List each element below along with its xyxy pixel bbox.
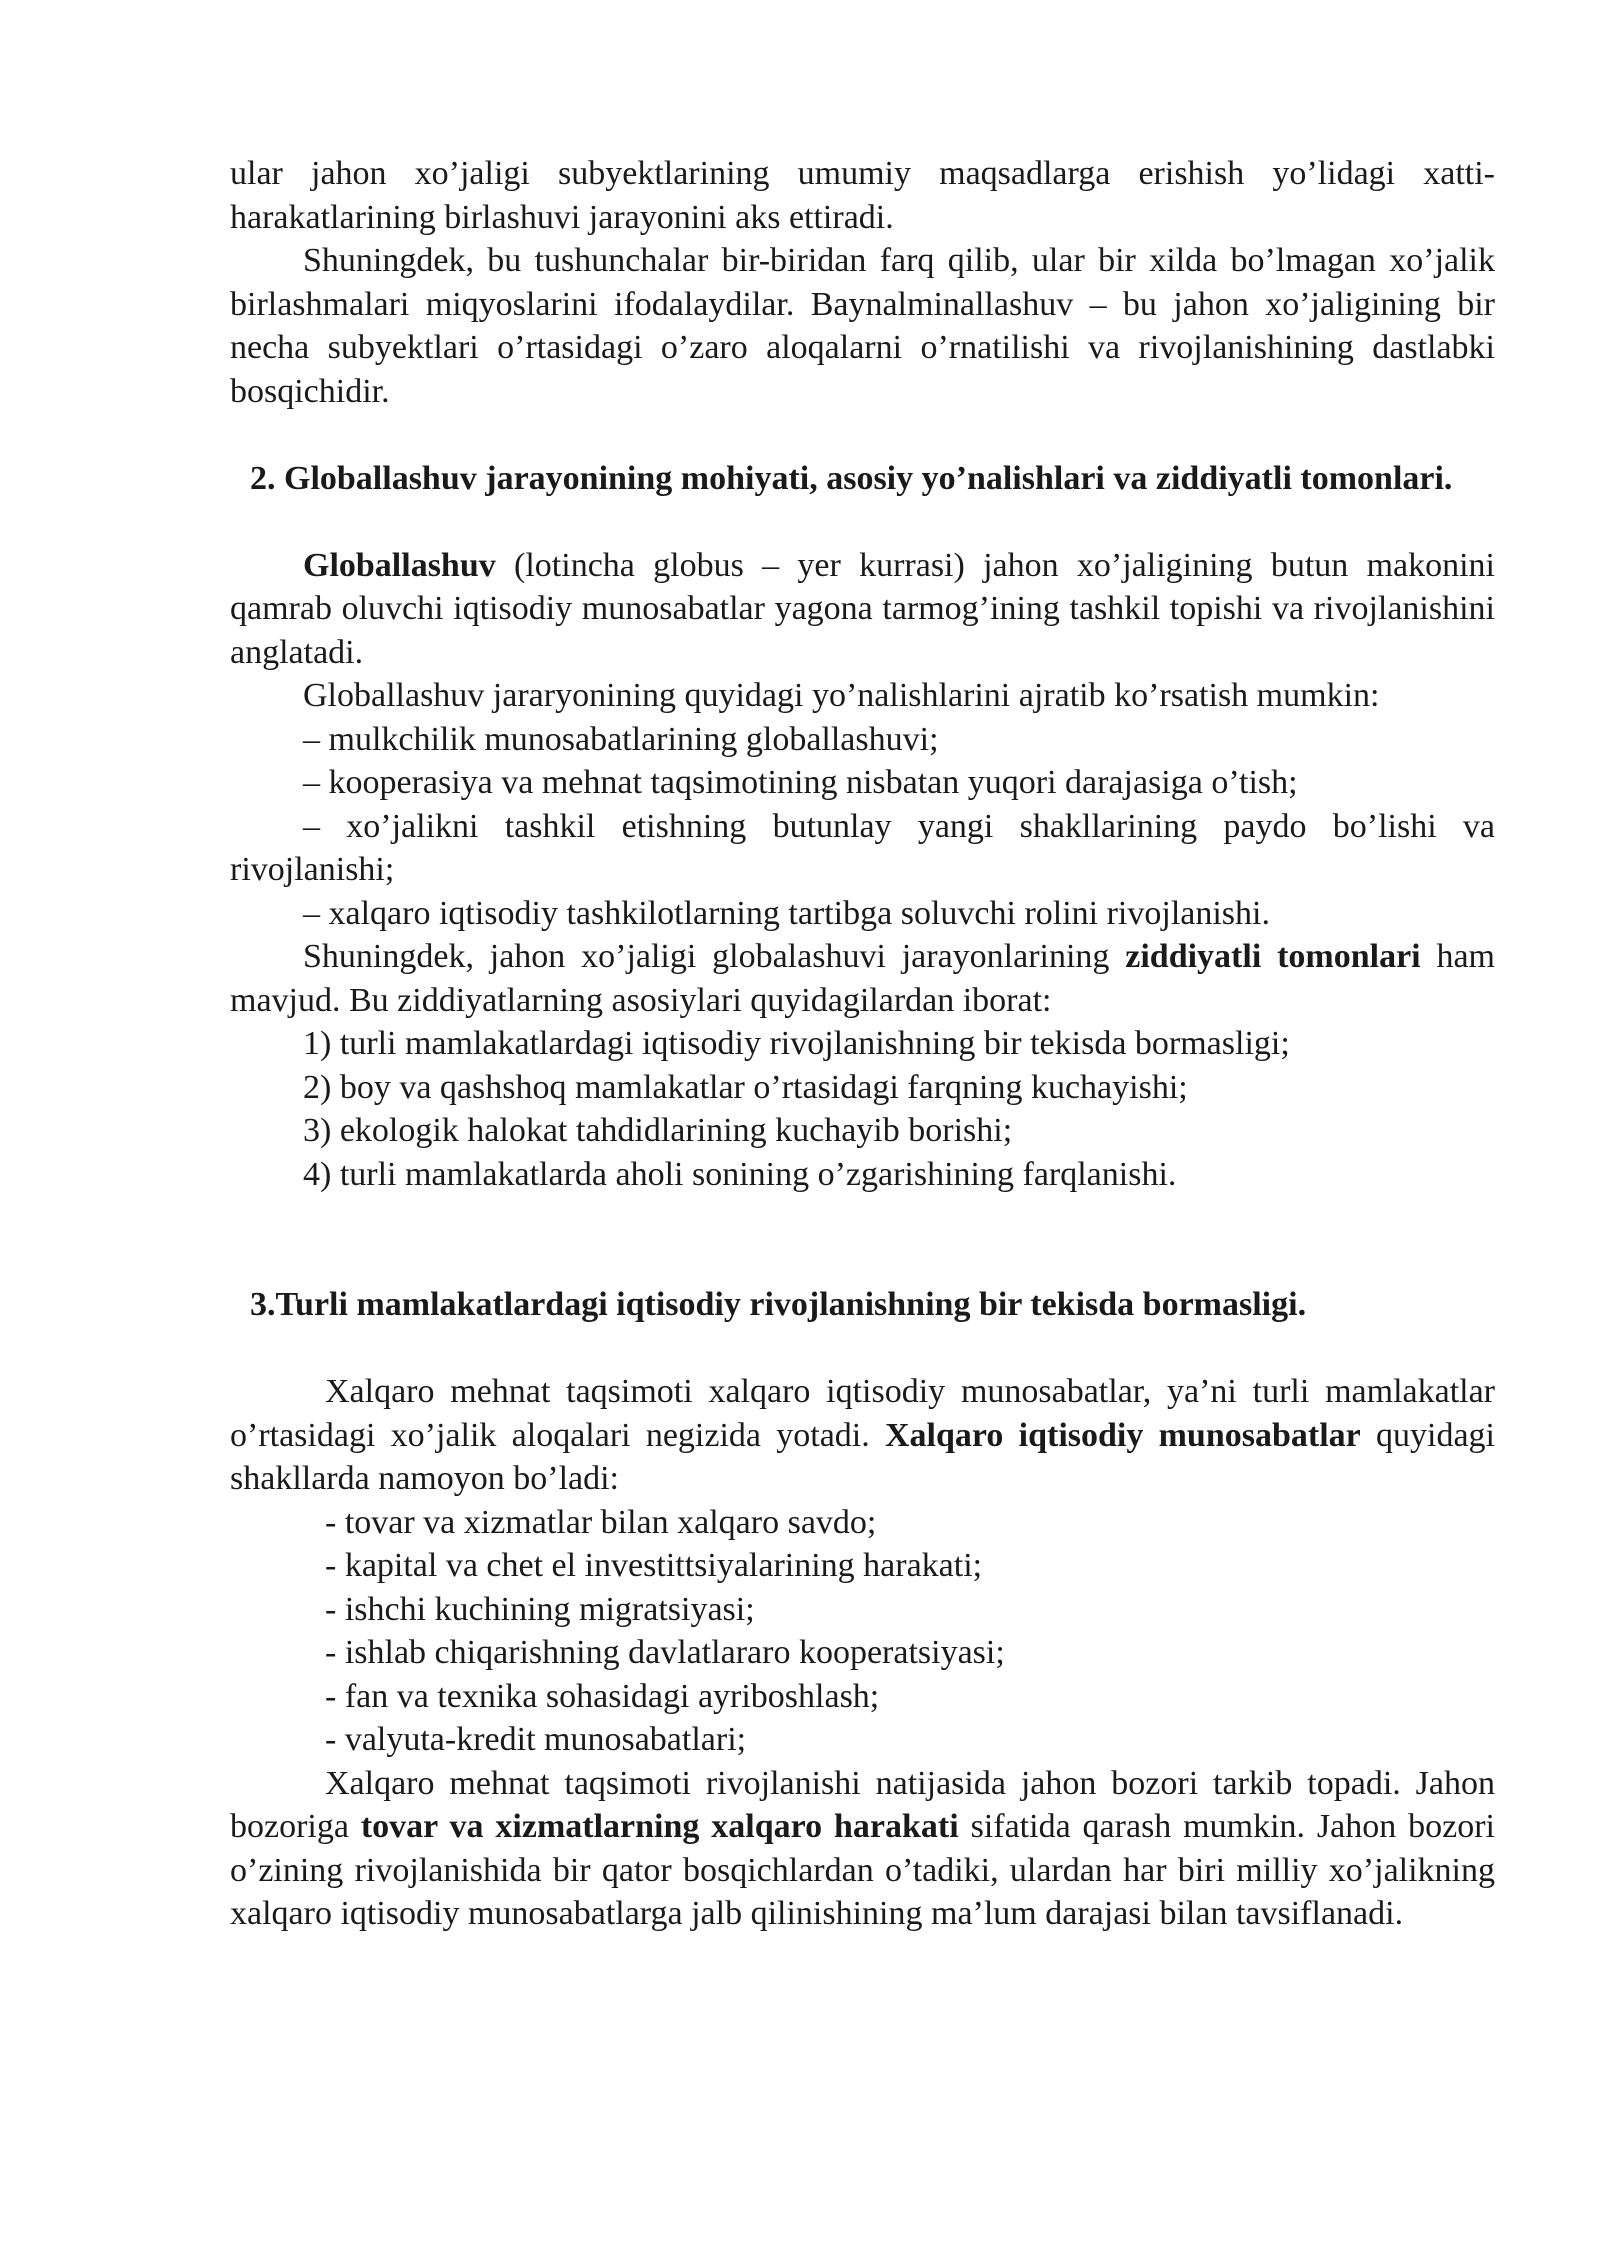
section-heading-2: 2. Globallashuv jarayonining mohiyati, asosiy yo’nalishlari va ziddiyatli tomonlari. bbox=[250, 459, 1453, 497]
list-item-contradiction: 1) turli mamlakatlardagi iqtisodiy rivojlanishning bir tekisda bormasligi; bbox=[303, 1025, 1290, 1062]
paragraph-intro-continuation: ular jahon xo’jaligi subyektlarining umumiy maqsadlarga erishish yo’lidagi xatti-harakatlarining birlashuvi jarayonini aks ettiradi. bbox=[230, 155, 1495, 236]
list-item-direction: – mulkchilik munosabatlarining globallashuvi; bbox=[303, 720, 939, 758]
paragraph-world-market: Xalqaro mehnat taqsimoti rivojlanishi natijasida jahon bozori tarkib topadi. Jahon bozoriga tovar va xizmatlarning xalqaro harakati sifatida qarash mumkin. Jahon bozori o’zining rivojlanishida bir qator bosqichlardan o’tadiki, ulardan har biri milliy xo’jalikning xalqaro iqtisodiy munosabatlarga jalb qilinishining ma’lum darajasi bilan tavsiflanadi. bbox=[230, 1764, 1495, 1932]
list-item-form: - fan va texnika sohasidagi ayriboshlash; bbox=[325, 1677, 880, 1715]
list-item-contradiction: 4) turli mamlakatlarda aholi sonining o’zgarishining farqlanishi. bbox=[303, 1155, 1177, 1193]
spacer bbox=[230, 500, 1495, 544]
list-item-form: - kapital va chet el investittsiyalarining harakati; bbox=[325, 1547, 983, 1584]
list-item-direction: – xalqaro iqtisodiy tashkilotlarning tartibga soluvchi rolini rivojlanishi. bbox=[303, 894, 1270, 932]
spacer bbox=[230, 413, 1495, 457]
paragraph-international-division-of-labor: Xalqaro mehnat taqsimoti xalqaro iqtisodiy munosabatlar, ya’ni turli mamlakatlar o’rtasidagi xo’jalik aloqalari negizida yotadi. Xalqaro iqtisodiy munosabatlar quyidagi shakllarda namoyon bo’ladi: bbox=[230, 1373, 1495, 1497]
section-heading-3: 3.Turli mamlakatlardagi iqtisodiy rivojlanishning bir tekisda bormasligi. bbox=[250, 1286, 1307, 1323]
term-xalqaro-iqtisodiy-munosabatlar: Xalqaro iqtisodiy munosabatlar bbox=[885, 1416, 1361, 1454]
paragraph-internationalization: Shuningdek, bu tushunchalar bir-biridan farq qilib, ular bir xilda bo’lmagan xo’jalik birlashmalari miqyoslarini ifodalaydilar. Baynalminallashuv – bu jahon xo’jaligining bir necha subyektlari o’rtasidagi o’zaro aloqalarni o’rnatilishi va rivojlanishining dastlabki bosqichidir. bbox=[230, 242, 1495, 410]
list-item-contradiction: 3) ekologik halokat tahdidlarining kuchayib borishi; bbox=[303, 1112, 1013, 1149]
term-globallashuv: Globallashuv bbox=[303, 546, 496, 584]
spacer bbox=[230, 1327, 1495, 1371]
term-tovar-va-xizmatlar: tovar va xizmatlarning xalqaro harakati bbox=[360, 1808, 959, 1845]
list-item-form: - ishlab chiqarishning davlatlararo kooperatsiyasi; bbox=[325, 1634, 1005, 1671]
term-ziddiyatli-tomonlari: ziddiyatli tomonlari bbox=[1125, 938, 1421, 975]
spacer bbox=[230, 1196, 1495, 1283]
list-item-form: - ishchi kuchining migratsiyasi; bbox=[325, 1590, 755, 1628]
paragraph-globalization-definition: Globallashuv (lotincha globus – yer kurrasi) jahon xo’jaligining butun makonini qamrab oluvchi iqtisodiy munosabatlar yagona tarmog’ining tashkil topishi va rivojlanishini anglatadi. bbox=[230, 546, 1495, 671]
list-item-direction: – xo’jalikni tashkil etishning butunlay yangi shakllarining paydo bo’lishi va rivojlanishi; bbox=[230, 807, 1495, 888]
paragraph-contradictions-intro: Shuningdek, jahon xo’jaligi globalashuvi jarayonlarining ziddiyatli tomonlari ham mavjud. Bu ziddiyatlarning asosiylari quyidagilardan iborat: bbox=[230, 938, 1495, 1019]
list-item-form: - valyuta-kredit munosabatlari; bbox=[325, 1721, 747, 1758]
list-item-direction: – kooperasiya va mehnat taqsimotining nisbatan yuqori darajasiga o’tish; bbox=[303, 764, 1298, 801]
list-item-form: - tovar va xizmatlar bilan xalqaro savdo; bbox=[325, 1503, 877, 1541]
paragraph-directions-intro: Globallashuv jararyonining quyidagi yo’nalishlarini ajratib ko’rsatish mumkin: bbox=[303, 677, 1380, 714]
list-item-contradiction: 2) boy va qashshoq mamlakatlar o’rtasidagi farqning kuchayishi; bbox=[303, 1068, 1188, 1106]
